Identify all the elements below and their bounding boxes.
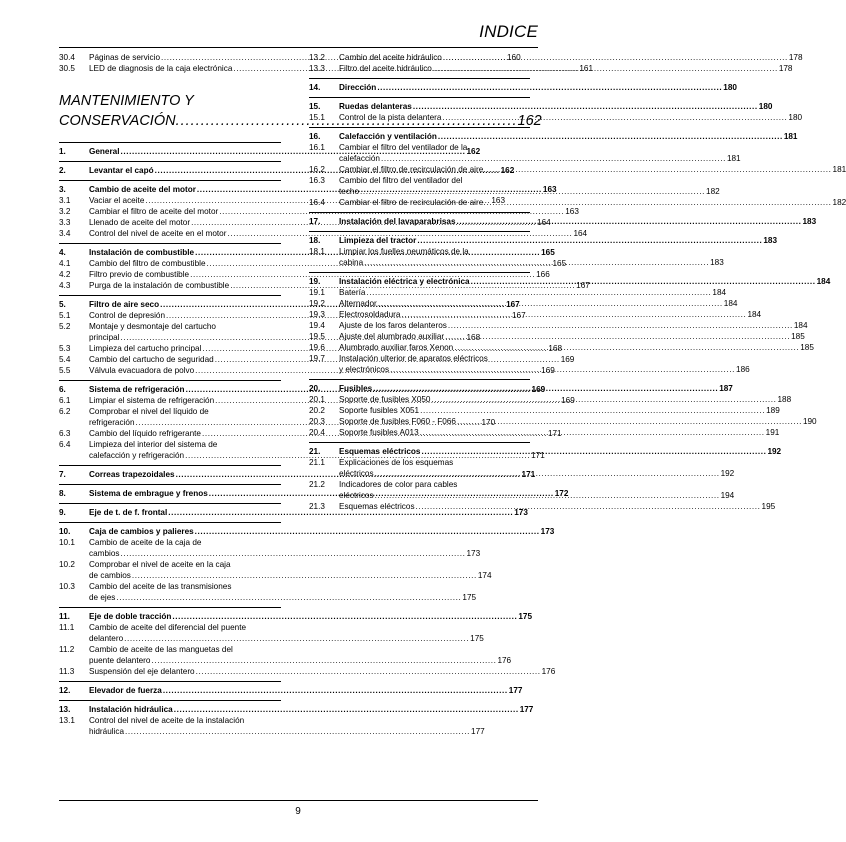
toc-item-page: 195 — [761, 502, 776, 511]
toc-item-number: 15. — [309, 102, 321, 111]
toc-item-number: 5.5 — [59, 366, 71, 375]
toc-item-title: delantero — [89, 634, 124, 643]
toc-item-title: Cambio del filtro del ventilador del — [339, 176, 463, 185]
toc-item-number: 1. — [59, 147, 66, 156]
toc-item-page: 181 — [783, 132, 798, 141]
toc-item-title: Purga de la instalación de combustible — [89, 281, 230, 290]
toc-item-title: principal — [89, 333, 120, 342]
toc-item-number: 16.2 — [309, 165, 325, 174]
toc-item-number: 6.2 — [59, 407, 71, 416]
toc-item — [309, 298, 738, 309]
footer-rule — [59, 800, 538, 801]
toc-item-title: Limpieza del interior del sistema de — [89, 440, 218, 449]
section-heading-page: 162 — [517, 113, 542, 129]
toc-item-page: 188 — [777, 395, 792, 404]
toc-item-page: 174 — [477, 571, 492, 580]
toc-item-number: 30.5 — [59, 64, 75, 73]
toc-item-number: 3.1 — [59, 196, 71, 205]
toc-item-number: 14. — [309, 83, 321, 92]
toc-item-title: Eje de t. de f. frontal — [89, 508, 168, 517]
toc-chapter — [309, 78, 737, 93]
toc-item-page: 173 — [514, 508, 528, 517]
toc-item-page: 191 — [765, 428, 780, 437]
toc-item-title: Eje de doble tracción — [89, 612, 172, 621]
toc-item-number: 5. — [59, 300, 66, 309]
toc-item — [309, 197, 846, 208]
toc-item-number: 20. — [309, 384, 321, 393]
toc-item — [309, 501, 776, 512]
toc-item-page: 184 — [793, 321, 808, 330]
toc-item-number: 5.2 — [59, 322, 71, 331]
toc-item-page: 182 — [832, 198, 846, 207]
toc-item-page: 169 — [531, 385, 546, 394]
toc-item-title: Soporte fusibles X051 — [339, 406, 420, 415]
toc-item-title: Ruedas delanteras — [339, 102, 412, 111]
toc-item-page: 176 — [497, 656, 512, 665]
toc-item-number: 5.1 — [59, 311, 71, 320]
section-heading-line1: MANTENIMIENTO Y — [59, 93, 194, 109]
dot-leader — [378, 298, 723, 309]
toc-item-number: 20.1 — [309, 395, 325, 404]
toc-item-page: 176 — [541, 667, 556, 676]
dot-leader — [432, 394, 777, 405]
toc-item — [309, 405, 780, 416]
toc-item-title: Esquemas eléctricos — [339, 502, 415, 511]
toc-item-title: Batería — [339, 288, 366, 297]
toc-item-number: 21.3 — [309, 502, 325, 511]
toc-item-title: Válvula evacuadora de polvo — [89, 366, 195, 375]
dot-leader — [381, 153, 726, 164]
dot-leader — [163, 685, 508, 696]
toc-item-title: Alumbrado auxiliar faros Xenon — [339, 343, 454, 352]
page-title: INDICE — [479, 22, 538, 41]
toc-item-title: refrigeración — [89, 418, 135, 427]
toc-item-number: 13.2 — [309, 53, 325, 62]
toc-item-title: Soporte fusibles A013 — [339, 428, 419, 437]
toc-item-title: Montaje y desmontaje del cartucho — [89, 322, 216, 331]
toc-item-title: Cambio de aceite de la caja de — [89, 538, 202, 547]
toc-item — [59, 715, 485, 737]
toc-item — [59, 666, 556, 677]
toc-item-page: 183 — [710, 258, 724, 267]
toc-item-title: Indicadores de color para cables — [339, 480, 458, 489]
toc-item-page: 186 — [736, 365, 750, 374]
toc-chapter — [309, 97, 773, 112]
toc-item-title: eléctricos — [339, 469, 374, 478]
toc-item — [309, 52, 803, 63]
toc-item-title: Filtro previo de combustible — [89, 270, 190, 279]
toc-item-page: 185 — [800, 343, 814, 352]
toc-item-page: 175 — [518, 612, 533, 621]
toc-item-title: de ejes — [89, 593, 116, 602]
toc-item-title: Control del nivel de aceite en el motor — [89, 229, 227, 238]
toc-item-title: Cambio de aceite del motor — [89, 185, 196, 194]
toc-item-title: Filtro del aceite hidráulico — [339, 64, 432, 73]
dot-leader — [373, 383, 718, 394]
toc-item-title: Levantar el capó — [89, 166, 154, 175]
toc-item-page: 169 — [560, 355, 575, 364]
toc-item-title: y electrónicos — [339, 365, 390, 374]
toc-item-title: Suspensión del eje delantero — [89, 667, 195, 676]
toc-item-page: 163 — [565, 207, 579, 216]
toc-item — [309, 175, 720, 197]
toc-item-number: 19.6 — [309, 343, 325, 352]
toc-item-title: Filtro de aire seco — [89, 300, 160, 309]
dot-leader — [195, 526, 540, 537]
dot-leader — [457, 416, 802, 427]
toc-item-number: 10.2 — [59, 560, 75, 569]
toc-item-title: Control de depresión — [89, 311, 166, 320]
toc-item-title: Limpieza del tractor — [339, 236, 417, 245]
toc-item-number: 10.1 — [59, 538, 75, 547]
toc-item-page: 178 — [778, 64, 793, 73]
toc-item-page: 177 — [519, 705, 534, 714]
toc-item-page: 163 — [542, 185, 557, 194]
toc-item-number: 2. — [59, 166, 66, 175]
section-heading-line2: CONSERVACIÓN — [59, 113, 176, 129]
dot-leader — [375, 490, 720, 501]
toc-chapter — [59, 522, 555, 537]
dot-leader — [413, 101, 758, 112]
toc-item-title: Caja de cambios y palieres — [89, 527, 194, 536]
dot-leader — [377, 82, 722, 93]
toc-item-number: 8. — [59, 489, 66, 498]
dot-leader — [132, 570, 477, 581]
dot-leader — [125, 726, 470, 737]
dot-leader — [375, 468, 720, 479]
toc-item-page: 164 — [573, 229, 588, 238]
toc-item-number: 20.4 — [309, 428, 325, 437]
toc-item-number: 4.1 — [59, 259, 71, 268]
dot-leader — [172, 611, 517, 622]
dot-leader — [416, 501, 761, 512]
toc-item-page: 180 — [723, 83, 737, 92]
toc-item-number: 4.2 — [59, 270, 71, 279]
toc-item-title: Cambio de aceite de las manguetas del — [89, 645, 233, 654]
toc-item-number: 21. — [309, 447, 321, 456]
dot-leader — [420, 427, 765, 438]
toc-item-number: 11.1 — [59, 623, 75, 632]
dot-leader — [442, 112, 787, 123]
toc-item-number: 3.4 — [59, 229, 71, 238]
toc-item — [59, 206, 579, 217]
toc-item-title: Cambio del filtro de combustible — [89, 259, 206, 268]
toc-item-number: 17. — [309, 217, 321, 226]
toc-item-title: Dirección — [339, 83, 377, 92]
toc-item-number: 7. — [59, 470, 66, 479]
dot-leader — [174, 704, 519, 715]
toc-item-title: Sistema de refrigeración — [89, 385, 185, 394]
dot-leader — [448, 320, 793, 331]
toc-item-page: 165 — [552, 259, 567, 268]
dot-leader — [401, 309, 746, 320]
toc-item — [59, 581, 477, 603]
toc-item-number: 11. — [59, 612, 70, 621]
toc-item-page: 183 — [763, 236, 778, 245]
page-number: 9 — [295, 806, 301, 817]
toc-item-number: 5.3 — [59, 344, 71, 353]
toc-item-page: 182 — [706, 187, 720, 196]
toc-item-number: 5.4 — [59, 355, 71, 364]
toc-item-number: 6.1 — [59, 396, 71, 405]
toc-item-title: Comprobar el nivel de aceite en la caja — [89, 560, 231, 569]
toc-item-title: puente delantero — [89, 656, 151, 665]
toc-item-title: Páginas de servicio — [89, 53, 160, 62]
toc-item-number: 3.3 — [59, 218, 71, 227]
toc-item — [309, 164, 846, 175]
toc-item-page: 171 — [521, 470, 536, 479]
toc-item — [59, 537, 481, 559]
toc-item-number: 12. — [59, 686, 71, 695]
toc-item-title: Instalación del lavaparabrisas — [339, 217, 456, 226]
dot-leader — [196, 666, 541, 677]
dot-leader — [121, 548, 466, 559]
toc-item-number: 19.7 — [309, 354, 325, 363]
toc-item-title: Comprobar el nivel del líquido de — [89, 407, 209, 416]
toc-item-page: 184 — [723, 299, 738, 308]
toc-item-number: 19.5 — [309, 332, 325, 341]
toc-item-title: eléctricos — [339, 491, 374, 500]
toc-item-title: Electrosoldadura — [339, 310, 401, 319]
toc-item-number: 19.2 — [309, 299, 325, 308]
toc-item-title: Ajuste de los faros delanteros — [339, 321, 447, 330]
toc-item-title: Instalación de combustible — [89, 248, 195, 257]
toc-chapter — [59, 700, 534, 715]
toc-item-title: Cambio del líquido refrigerante — [89, 429, 201, 438]
toc-item — [309, 331, 805, 342]
toc-item-number: 21.2 — [309, 480, 325, 489]
toc-item-page: 194 — [720, 491, 735, 500]
toc-item-title: Vaciar el aceite — [89, 196, 145, 205]
toc-item — [309, 320, 808, 331]
toc-item-title: Llenado de aceite del motor — [89, 218, 191, 227]
toc-item-page: 185 — [791, 332, 805, 341]
toc-item-page: 170 — [481, 418, 496, 427]
toc-item-title: Instalación eléctrica y electrónica — [339, 277, 470, 286]
toc-item-page: 192 — [720, 469, 735, 478]
toc-item-number: 3.2 — [59, 207, 71, 216]
toc-item-title: Cambio del aceite hidráulico — [339, 53, 442, 62]
toc-item-title: Cambiar el filtro de recirculación de aire. — [339, 198, 486, 207]
toc-item-number: 11.3 — [59, 667, 75, 676]
toc-item-page: 162 — [500, 166, 515, 175]
toc-item-title: LED de diagnosis de la caja electrónica — [89, 64, 233, 73]
toc-item-page: 171 — [547, 429, 562, 438]
toc-item-title: cambios — [89, 549, 120, 558]
toc-item — [59, 622, 484, 644]
toc-item-title: Soporte de fusibles F060 - F066 — [339, 417, 456, 426]
toc-item-title: Ajuste del alumbrado auxiliar — [339, 332, 445, 341]
toc-item-page: 175 — [462, 593, 477, 602]
toc-item-page: 190 — [802, 417, 817, 426]
toc-item-page: 167 — [512, 311, 526, 320]
toc-item-page: 169 — [561, 396, 575, 405]
toc-item-page: 167 — [576, 281, 590, 290]
dot-leader — [438, 131, 783, 142]
toc-item-number: 20.2 — [309, 406, 325, 415]
dot-leader — [445, 331, 790, 342]
dot-leader — [360, 186, 705, 197]
toc-item-number: 6.4 — [59, 440, 71, 449]
dot-leader — [124, 633, 469, 644]
toc-item-page: 184 — [816, 277, 831, 286]
dot-leader — [420, 405, 765, 416]
toc-item-page: 178 — [788, 53, 803, 62]
dot-leader — [417, 235, 762, 246]
toc-item-number: 16.1 — [309, 143, 325, 152]
toc-item-title: Cambiar el filtro del ventilador de la — [339, 143, 468, 152]
toc-item-page: 165 — [541, 248, 555, 257]
toc-item-title: Cambio del aceite de las transmisiones — [89, 582, 232, 591]
toc-item-number: 3. — [59, 185, 66, 194]
toc-item — [309, 287, 727, 298]
toc-item-page: 167 — [506, 300, 520, 309]
toc-item-title: cabina — [339, 258, 364, 267]
toc-item-page: 177 — [471, 727, 485, 736]
toc-item-page: 160 — [506, 53, 521, 62]
toc-item-page: 164 — [537, 218, 551, 227]
toc-item-title: General — [89, 147, 120, 156]
toc-item-page: 168 — [548, 344, 563, 353]
toc-item-title: Soporte de fusibles X050 — [339, 395, 431, 404]
toc-item-title: Control del nivel de aceite de la instalación — [89, 716, 245, 725]
dot-leader — [487, 164, 832, 175]
dot-leader — [364, 257, 709, 268]
toc-item-number: 19.1 — [309, 288, 325, 297]
toc-item-page: 181 — [726, 154, 741, 163]
header-rule — [59, 47, 538, 48]
toc-item — [59, 228, 588, 239]
toc-item-title: Cambio de aceite del diferencial del puente — [89, 623, 247, 632]
toc-item — [59, 269, 550, 280]
toc-item-title: Correas trapezoidales — [89, 470, 175, 479]
dot-leader — [151, 655, 496, 666]
dot-leader — [443, 52, 788, 63]
toc-item-title: Alternador — [339, 299, 377, 308]
toc-item — [309, 457, 735, 479]
toc-item-page: 163 — [491, 196, 506, 205]
toc-item-title: Fusibles — [339, 384, 373, 393]
dot-leader — [390, 364, 735, 375]
toc-item-page: 187 — [719, 384, 733, 393]
toc-item-title: calefacción — [339, 154, 380, 163]
toc-item-number: 30.4 — [59, 53, 75, 62]
toc-item-title: hidráulica — [89, 727, 125, 736]
toc-item-number: 16. — [309, 132, 321, 141]
toc-chapter — [309, 127, 798, 142]
toc-item-page: 183 — [802, 217, 817, 226]
toc-item-page: 173 — [466, 549, 481, 558]
dot-leader — [366, 287, 711, 298]
dot-leader — [116, 592, 461, 603]
toc-item-number: 18.1 — [309, 247, 325, 256]
toc-item-title: Instalación hidráulica — [89, 705, 173, 714]
toc-item-number: 13.3 — [309, 64, 325, 73]
toc-item-page: 180 — [758, 102, 773, 111]
toc-item-title: Cambiar el filtro de aceite del motor — [89, 207, 219, 216]
toc-item-page: 168 — [466, 333, 481, 342]
toc-item-title: calefacción y refrigeración — [89, 451, 185, 460]
toc-item-page: 171 — [531, 451, 545, 460]
toc-item-title: techo — [339, 187, 360, 196]
toc-item-page: 166 — [536, 270, 550, 279]
toc-item-title: Esquemas eléctricos — [339, 447, 421, 456]
toc-item-number: 11.2 — [59, 645, 75, 654]
toc-item-number: 19. — [309, 277, 321, 286]
toc-item-number: 6.3 — [59, 429, 71, 438]
toc-item-page: 184 — [747, 310, 762, 319]
toc-item — [309, 142, 741, 164]
toc-item-page: 184 — [712, 288, 727, 297]
toc-item-page: 169 — [541, 366, 555, 375]
toc-item-page: 162 — [466, 147, 481, 156]
toc-item-number: 10.3 — [59, 582, 75, 591]
toc-item-number: 10. — [59, 527, 71, 536]
toc-chapter — [59, 681, 523, 696]
toc-item-page: 175 — [470, 634, 484, 643]
toc-item — [309, 416, 817, 427]
toc-item-title: Cambiar el filtro de recirculación de aire. — [339, 165, 486, 174]
toc-item-title: Control de la pista delantera — [339, 113, 442, 122]
toc-item-page: 173 — [540, 527, 555, 536]
toc-item-number: 6. — [59, 385, 66, 394]
toc-item — [59, 559, 492, 581]
toc-item-number: 16.3 — [309, 176, 325, 185]
toc-item-title: Explicaciones de los esquemas — [339, 458, 454, 467]
toc-item-page: 172 — [554, 489, 569, 498]
toc-item-number: 13. — [59, 705, 71, 714]
toc-item-number: 16.4 — [309, 198, 325, 207]
toc-item-title: Limpieza del cartucho principal — [89, 344, 202, 353]
dot-leader — [433, 63, 778, 74]
toc-item-number: 19.4 — [309, 321, 325, 330]
toc-item-page: 181 — [832, 165, 846, 174]
toc-item-page: 192 — [767, 447, 782, 456]
toc-item-title: Cambio del cartucho de seguridad — [89, 355, 214, 364]
toc-item-number: 19.3 — [309, 310, 325, 319]
toc-item-page: 161 — [579, 64, 594, 73]
dot-leader — [471, 276, 816, 287]
toc-item-title: Calefacción y ventilación — [339, 132, 437, 141]
toc-item — [59, 644, 512, 666]
toc-chapter — [59, 607, 533, 622]
toc-item — [309, 309, 762, 320]
toc-item-number: 4. — [59, 248, 66, 257]
toc-item-title: Elevador de fuerza — [89, 686, 162, 695]
toc-item-title: Limpiar el sistema de refrigeración — [89, 396, 215, 405]
toc-item-page: 177 — [508, 686, 523, 695]
dot-leader — [454, 342, 799, 353]
toc-item-number: 9. — [59, 508, 66, 517]
toc-item-title: Limpiar los fuelles neumáticos de la — [339, 247, 469, 256]
toc-item-title: Instalación ulterior de aparatos eléctricos — [339, 354, 488, 363]
toc-item-number: 21.1 — [309, 458, 325, 467]
toc-item-number: 15.1 — [309, 113, 325, 122]
toc-item-page: 189 — [766, 406, 780, 415]
toc-item-number: 20.3 — [309, 417, 325, 426]
toc-item-title: Sistema de embrague y frenos — [89, 489, 208, 498]
dot-leader — [421, 446, 766, 457]
toc-item-number: 18. — [309, 236, 321, 245]
dot-leader — [487, 197, 832, 208]
toc-item-title: de cambios — [89, 571, 131, 580]
dot-leader — [457, 216, 802, 227]
toc-item-number: 13.1 — [59, 716, 75, 725]
toc-item-number: 4.3 — [59, 281, 71, 290]
toc-item-page: 180 — [788, 113, 803, 122]
